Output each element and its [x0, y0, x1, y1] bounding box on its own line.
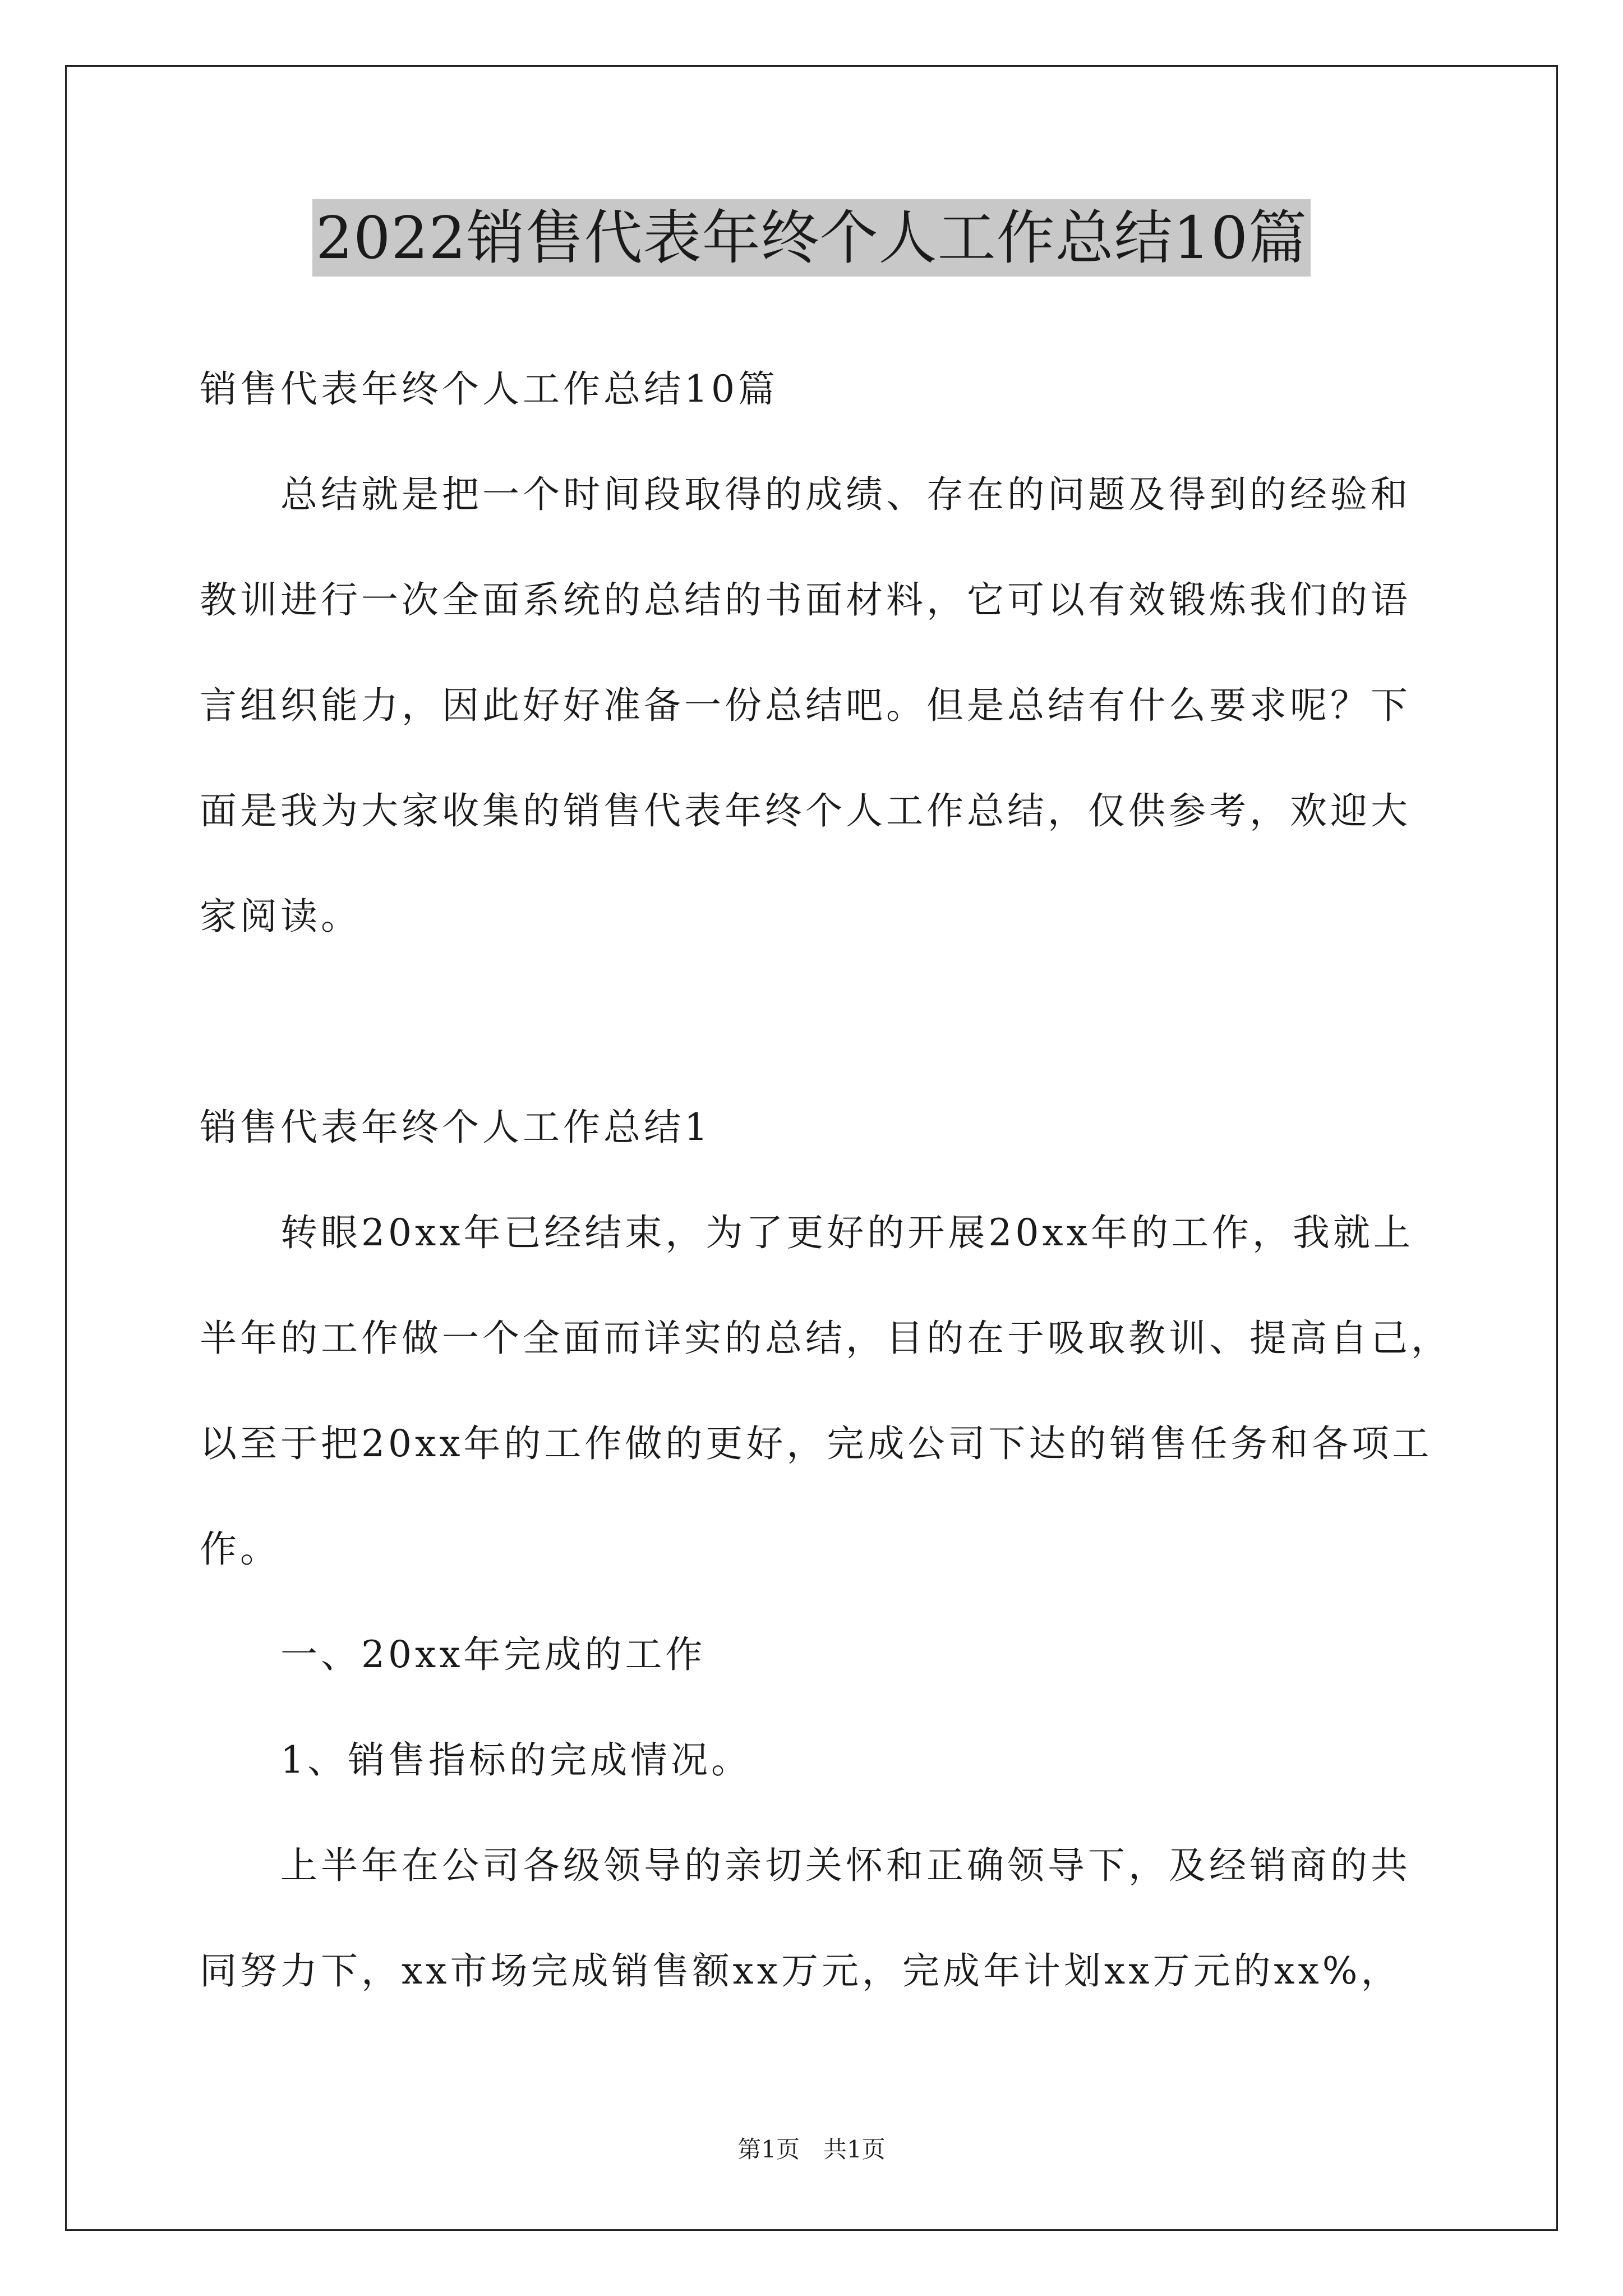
- subheading: 1、销售指标的完成情况。: [280, 1738, 751, 1782]
- intro-line: 言组织能力，因此好好准备一份总结吧。但是总结有什么要求呢？下: [200, 684, 1411, 727]
- body-line: 上半年在公司各级领导的亲切关怀和正确领导下，及经销商的共: [280, 1844, 1411, 1887]
- section-heading: 销售代表年终个人工作总结1: [200, 1106, 711, 1149]
- intro-line: 总结就是把一个时间段取得的成绩、存在的问题及得到的经验和: [280, 473, 1411, 516]
- document-title: 2022销售代表年终个人工作总结10篇: [312, 199, 1311, 277]
- title-container: [0, 199, 1623, 277]
- section-line: 转眼20xx年已经结束，为了更好的开展20xx年的工作，我就上: [280, 1211, 1414, 1254]
- subheading: 一、20xx年完成的工作: [280, 1633, 706, 1676]
- section-line: 作。: [200, 1527, 280, 1571]
- body-line: 同努力下，xx市场完成销售额xx万元，完成年计划xx万元的xx%，: [200, 1949, 1401, 1993]
- section-line: 半年的工作做一个全面而详实的总结，目的在于吸取教训、提高自己，: [200, 1317, 1451, 1360]
- page-footer: 第1页 共1页: [737, 2136, 886, 2163]
- intro-line: 家阅读。: [200, 895, 361, 938]
- intro-line: 教训进行一次全面系统的总结的书面材料，它可以有效锻炼我们的语: [200, 578, 1411, 622]
- intro-line: 面是我为大家收集的销售代表年终个人工作总结，仅供参考，欢迎大: [200, 789, 1411, 832]
- spacer: [200, 969, 1439, 1075]
- subtitle: 销售代表年终个人工作总结10篇: [200, 367, 778, 411]
- section-line: 以至于把20xx年的工作做的更好，完成公司下达的销售任务和各项工: [200, 1422, 1433, 1465]
- document-body: [200, 337, 1451, 2024]
